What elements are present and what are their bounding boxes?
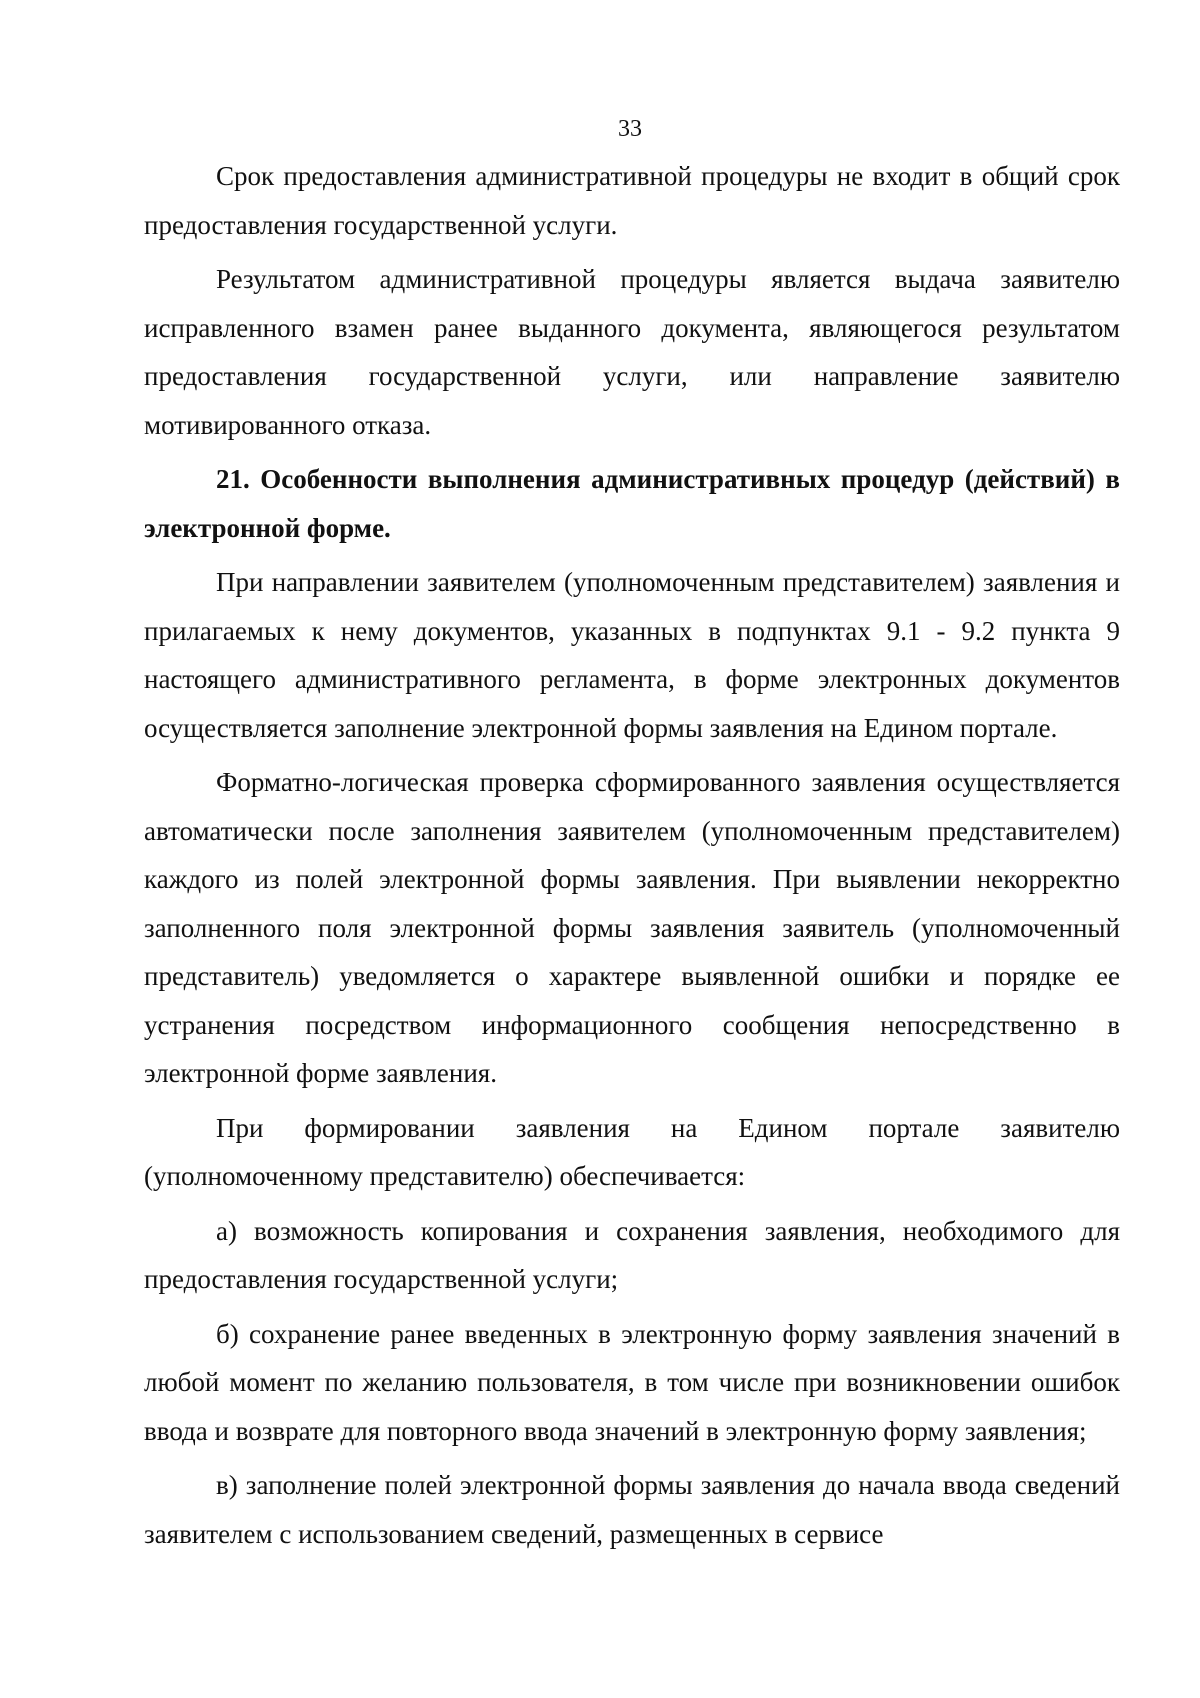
paragraph: При направлении заявителем (уполномоченным представителем) заявления и прилагаемых к нему документов, указанных в подпунктах 9.1 - 9.2 пункта 9 настоящего административного регламента, в форме электронных документов осуществляется заполнение электронной формы заявления на Едином портале. xyxy=(144,567,1120,743)
section-heading: 21. Особенности выполнения административных процедур (действий) в электронной форме. xyxy=(144,464,1120,543)
paragraph: Срок предоставления административной процедуры не входит в общий срок предоставления государственной услуги. xyxy=(144,161,1120,240)
paragraph: Результатом административной процедуры является выдача заявителю исправленного взамен ранее выданного документа, являющегося результатом предоставления государственной услуги, или направление заявителю мотивированного отказа. xyxy=(144,264,1120,440)
list-item: б) сохранение ранее введенных в электронную форму заявления значений в любой момент по желанию пользователя, в том числе при возникновении ошибок ввода и возврате для повторного ввода значений в электронную форму заявления; xyxy=(144,1318,1120,1446)
paragraph: Форматно-логическая проверка сформированного заявления осуществляется автоматически после заполнения заявителем (уполномоченным представителем) каждого из полей электронной формы заявления. При выявлении некорректно заполненного поля электронной формы заявления заявитель (уполномоченный представитель) уведомляется о характере выявленной ошибки и порядке ее устранения посредством информационного сообщения непосредственно в электронной форме заявления. xyxy=(144,767,1120,1088)
list-item: в) заполнение полей электронной формы заявления до начала ввода сведений заявителем с использованием сведений, размещенных в сервисе xyxy=(144,1470,1120,1549)
paragraph: При формировании заявления на Едином портале заявителю (уполномоченному представителю) обеспечивается: xyxy=(144,1112,1120,1191)
page-number: 33 xyxy=(618,116,642,142)
document-body xyxy=(144,152,1120,1558)
list-item: а) возможность копирования и сохранения заявления, необходимого для предоставления государственной услуги; xyxy=(144,1215,1120,1294)
